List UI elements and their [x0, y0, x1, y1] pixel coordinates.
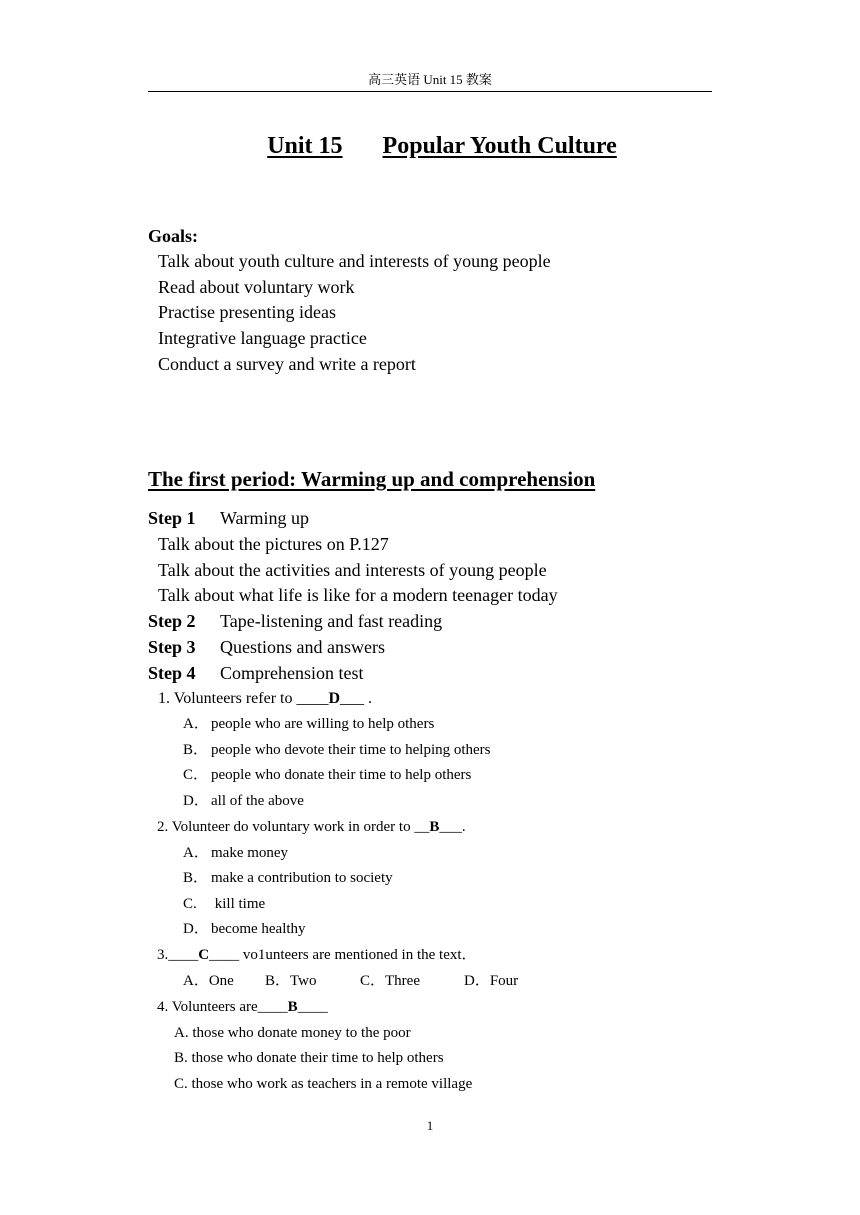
option-text: people who donate their time to help others [211, 767, 472, 783]
step-2 [148, 610, 442, 632]
question-text: ___. [439, 819, 466, 835]
question-3 [157, 945, 477, 965]
option-row [183, 894, 265, 914]
question-answer: C [198, 947, 210, 963]
step-label: Step 2 [148, 611, 196, 631]
step-label: Step 1 [148, 508, 196, 528]
goal-item: Conduct a survey and write a report [158, 354, 416, 374]
goal-item: Integrative language practice [158, 328, 367, 348]
step-text: Warming up [220, 508, 310, 528]
question-text: 3.____ [157, 947, 199, 963]
option-row [174, 1074, 472, 1094]
title-unit: Unit 15 [267, 133, 343, 159]
page-number: 1 [426, 1118, 434, 1133]
step-text: Comprehension test [220, 663, 364, 683]
step-label: Step 3 [148, 637, 196, 657]
step-1-item: Talk about what life is like for a modern teenager today [158, 585, 558, 605]
option-row [174, 1023, 411, 1043]
goals-heading: Goals: [148, 226, 199, 246]
option-row [183, 919, 306, 939]
option-letter: D． [183, 793, 209, 809]
option-row [183, 714, 434, 734]
page-title [0, 131, 860, 161]
question-text: ____ [297, 999, 328, 1015]
step-4 [148, 662, 363, 684]
option-text: people who devote their time to helping others [211, 742, 491, 758]
step-3 [148, 636, 385, 658]
option-row [183, 868, 393, 888]
option-text: A. those who donate money to the poor [174, 1025, 411, 1041]
option-letter: A． [183, 845, 209, 861]
option-letter: D． [183, 921, 209, 937]
option-row [183, 843, 288, 863]
question-text: ____ vo1unteers are mentioned in the text． [209, 947, 477, 963]
step-1-item: Talk about the pictures on P.127 [158, 534, 389, 554]
step-label: Step 4 [148, 663, 196, 683]
option-text: A．One [183, 973, 234, 989]
option-text: kill time [211, 896, 266, 912]
option-row [183, 791, 304, 811]
question-text: 1. Volunteers refer to ____ [158, 690, 329, 707]
title-name: Popular Youth Culture [382, 133, 617, 159]
step-1-item: Talk about the activities and interests of young people [158, 560, 547, 580]
inline-options [183, 971, 518, 991]
header-rule [148, 91, 712, 92]
option-row [174, 1048, 444, 1068]
option-text: become healthy [211, 921, 306, 937]
goal-item: Read about voluntary work [158, 277, 355, 297]
option-text: make money [211, 845, 289, 861]
option-text: people who are willing to help others [211, 716, 435, 732]
goal-item: Practise presenting ideas [158, 302, 336, 322]
question-1 [158, 689, 372, 709]
option-letter: B． [183, 742, 209, 758]
step-text: Questions and answers [220, 637, 385, 657]
option-row [183, 740, 491, 760]
question-2 [157, 817, 466, 837]
option-letter: C． [183, 767, 209, 783]
step-1 [148, 507, 309, 529]
question-answer: B [287, 999, 298, 1015]
question-text: ___ . [340, 690, 373, 707]
page-header: 高三英语 Unit 15 教案 [368, 72, 492, 87]
question-text: 2. Volunteer do voluntary work in order to __ [157, 819, 430, 835]
goal-item: Talk about youth culture and interests of young people [158, 251, 551, 271]
option-text: B. those who donate their time to help others [174, 1050, 444, 1066]
option-letter: C. [183, 896, 197, 912]
option-letter: B． [183, 870, 209, 886]
option-letter: A． [183, 716, 209, 732]
option-text: C．Three [360, 973, 420, 989]
option-text: make a contribution to society [211, 870, 393, 886]
question-text: 4. Volunteers are____ [157, 999, 288, 1015]
option-text: all of the above [211, 793, 304, 809]
question-4 [157, 997, 328, 1017]
question-answer: B [429, 819, 440, 835]
step-text: Tape-listening and fast reading [220, 611, 443, 631]
option-text: B．Two [265, 973, 317, 989]
option-text: C. those who work as teachers in a remote village [174, 1076, 473, 1092]
option-text: D．Four [464, 973, 519, 989]
question-answer: D [328, 690, 341, 707]
section-heading: The first period: Warming up and comprehension [148, 467, 596, 491]
option-row [183, 765, 471, 785]
